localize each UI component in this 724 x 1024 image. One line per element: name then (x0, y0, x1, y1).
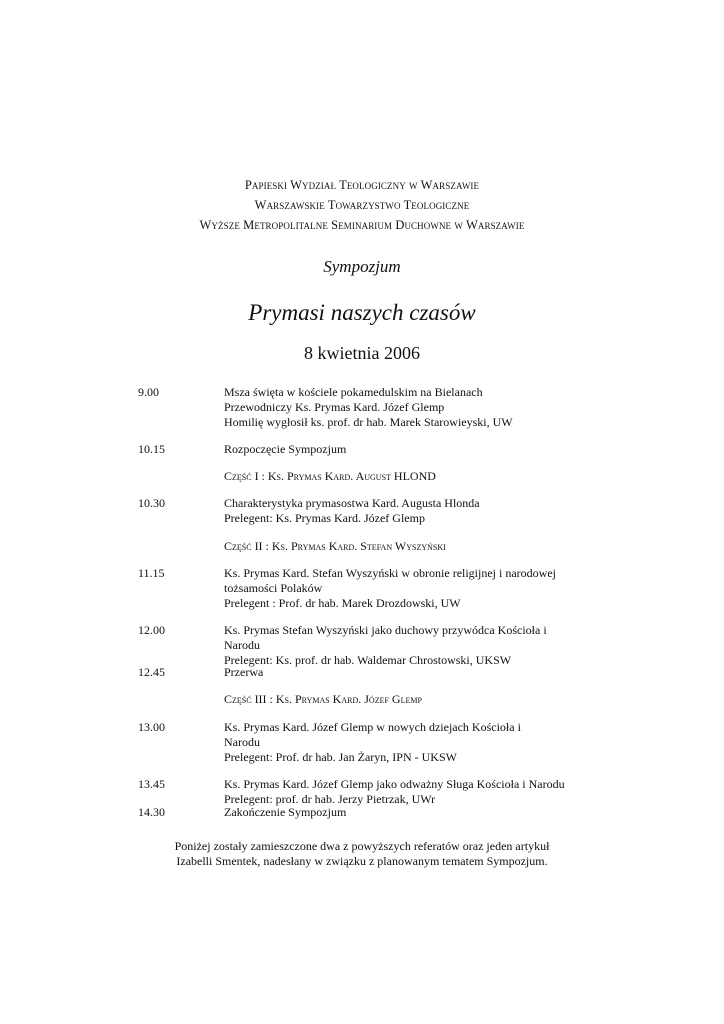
schedule-line: Ks. Prymas Kard. Józef Glemp jako odważny Sługa Kościoła i Narodu (224, 777, 565, 791)
schedule-line: Narodu (224, 735, 260, 749)
institution-line: Wyższe Metropolitalne Seminarium Duchowne w Warszawie (199, 218, 525, 232)
schedule-line: Zakończenie Sympozjum (224, 805, 347, 819)
schedule-time: 14.30 (138, 805, 165, 819)
schedule-description (224, 665, 584, 680)
institution-line: Warszawskie Towarzystwo Teologiczne (254, 198, 470, 212)
schedule-line: tożsamości Polaków (224, 581, 323, 595)
footer-note-line: Poniżej zostały zamieszczone dwa z powyższych referatów oraz jeden artykuł (174, 839, 550, 853)
schedule-time: 13.00 (138, 720, 165, 734)
part-heading: Część I : Ks. Prymas Kard. August HLOND (224, 469, 436, 483)
schedule-description (224, 720, 584, 765)
document-title: Prymasi naszych czasów (248, 300, 476, 325)
schedule-line: Ks. Prymas Stefan Wyszyński jako duchowy przywódca Kościoła i (224, 623, 547, 637)
schedule-description (224, 496, 584, 526)
schedule-line: Narodu (224, 638, 260, 652)
schedule-line: Przewodniczy Ks. Prymas Kard. Józef Glemp (224, 400, 445, 414)
schedule-line: Rozpoczęcie Sympozjum (224, 442, 347, 456)
part-heading: Część III : Ks. Prymas Kard. Józef Glemp (224, 692, 422, 706)
schedule-time: 10.15 (138, 442, 165, 456)
schedule-line: Ks. Prymas Kard. Stefan Wyszyński w obronie religijnej i narodowej (224, 566, 556, 580)
schedule-line: Przerwa (224, 665, 264, 679)
schedule-description (224, 385, 584, 430)
schedule-description (224, 805, 584, 820)
schedule-line: Ks. Prymas Kard. Józef Glemp w nowych dziejach Kościoła i (224, 720, 521, 734)
schedule-time: 13.45 (138, 777, 165, 791)
event-date: 8 kwietnia 2006 (304, 343, 420, 363)
schedule-line: Prelegent: Ks. prof. dr hab. Waldemar Chrostowski, UKSW (224, 653, 512, 667)
institution-line: Papieski Wydział Teologiczny w Warszawie (244, 178, 480, 192)
schedule-description (224, 623, 584, 668)
footer-note (0, 839, 724, 869)
schedule-line: Msza święta w kościele pokamedulskim na Bielanach (224, 385, 483, 399)
schedule-description (224, 566, 584, 611)
schedule-description (224, 442, 584, 457)
schedule-line: Prelegent: prof. dr hab. Jerzy Pietrzak, UWr (224, 792, 436, 806)
footer-note-line: Izabelli Smentek, nadesłany w związku z planowanym tematem Sympozjum. (176, 854, 548, 868)
schedule-line: Prelegent : Prof. dr hab. Marek Drozdowski, UW (224, 596, 461, 610)
schedule-line: Prelegent: Prof. dr hab. Jan Żaryn, IPN - UKSW (224, 750, 457, 764)
schedule-time: 11.15 (138, 566, 165, 580)
schedule-time: 9.00 (138, 385, 159, 399)
part-heading: Część II : Ks. Prymas Kard. Stefan Wyszyński (224, 539, 446, 553)
schedule-time: 12.45 (138, 665, 165, 679)
schedule-time: 12.00 (138, 623, 165, 637)
document-subtitle: Sympozjum (323, 257, 401, 276)
schedule-line: Homilię wygłosił ks. prof. dr hab. Marek Starowieyski, UW (224, 415, 513, 429)
schedule-description (224, 777, 584, 807)
schedule-line: Charakterystyka prymasostwa Kard. Augusta Hlonda (224, 496, 480, 510)
schedule-line: Prelegent: Ks. Prymas Kard. Józef Glemp (224, 511, 425, 525)
schedule-time: 10.30 (138, 496, 165, 510)
